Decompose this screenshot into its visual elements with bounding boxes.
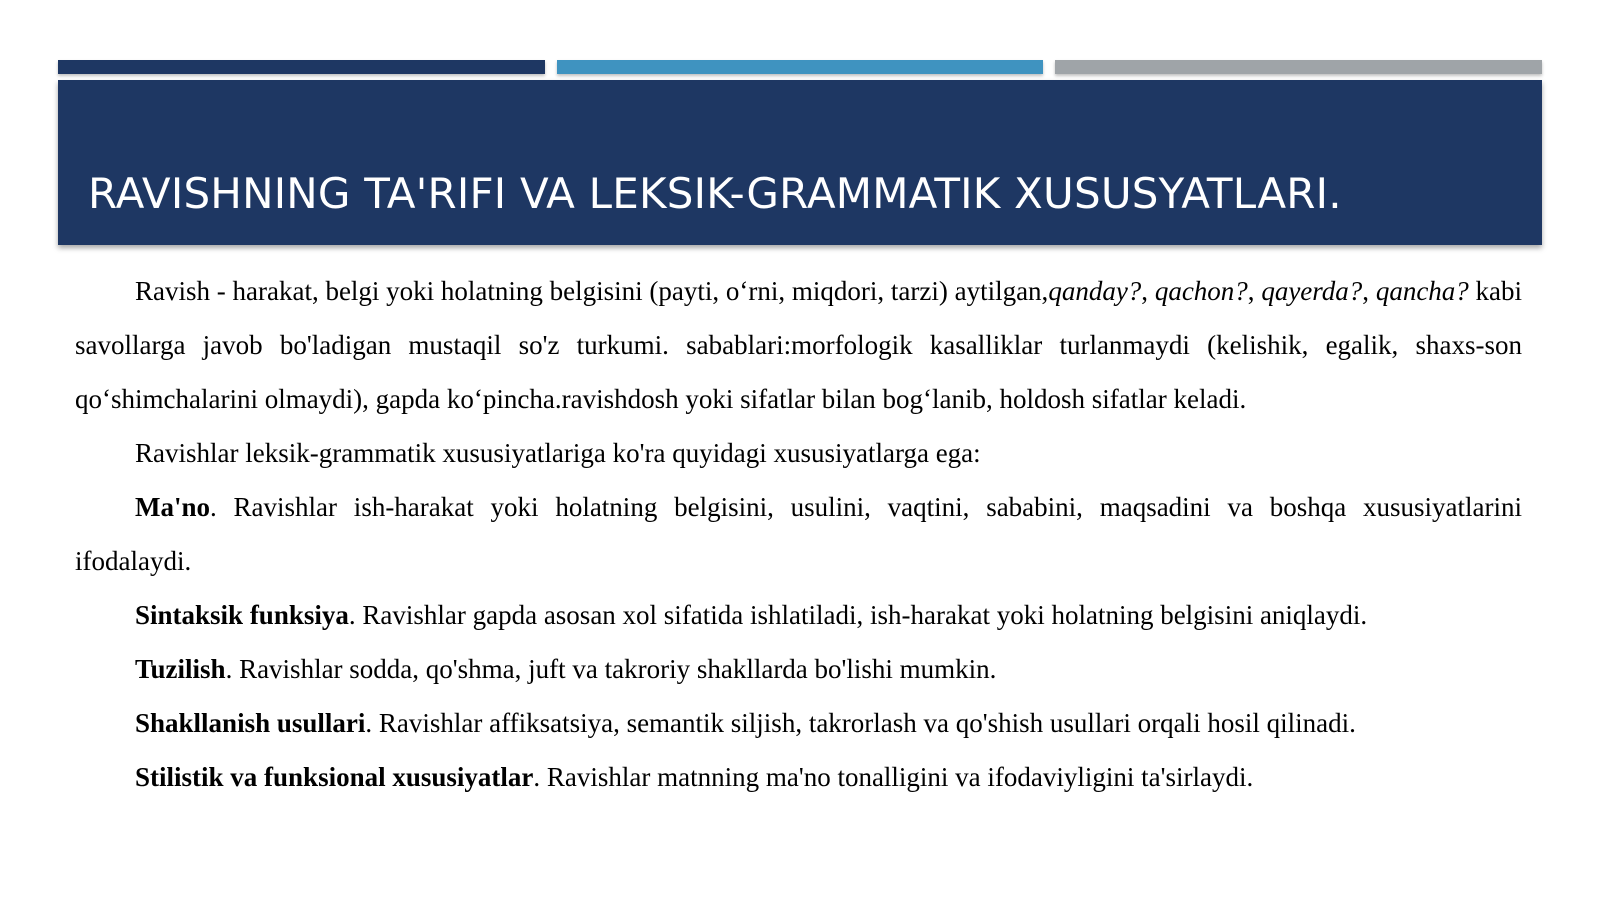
accent-bar-gray [1055, 60, 1542, 74]
feature-term: Ma'no [135, 492, 211, 522]
feature-paragraph [75, 480, 1522, 588]
intro-paragraph: Ravishlar leksik-grammatik xususiyatlariga ko'ra quyidagi xususiyatlarga ega: [135, 438, 981, 468]
feature-text: . Ravishlar gapda asosan xol sifatida ishlatiladi, ish-harakat yoki holatning belgisini aniqlaydi. [348, 600, 1368, 630]
question-qanday: qanday? [1048, 276, 1142, 306]
slide-body [75, 264, 1522, 804]
separator: , [1141, 276, 1155, 306]
feature-text: . Ravishlar ish-harakat yoki holatning belgisini, usulini, vaqtini, sababini, maqsadini va boshqa xususiyatlarini ifodalaydi. [75, 492, 1522, 576]
question-qayerda: qayerda? [1261, 276, 1363, 306]
slide-title: RAVISHNING TA'RIFI VA LEKSIK-GRAMMATIK XUSUSYATLARI. [88, 169, 1342, 218]
feature-text: . Ravishlar matnning ma'no tonalligini va ifodaviyligini ta'sirlaydi. [533, 762, 1254, 792]
question-qancha: qancha? [1375, 276, 1469, 306]
question-qachon: qachon? [1154, 276, 1248, 306]
feature-paragraph [75, 750, 1522, 804]
accent-bar-blue [557, 60, 1043, 74]
feature-term: Shakllanish usullari [135, 708, 366, 738]
feature-paragraph [75, 588, 1522, 642]
feature-text: . Ravishlar sodda, qo'shma, juft va takroriy shakllarda bo'lishi mumkin. [225, 654, 997, 684]
definition-text: Ravish - harakat, belgi yoki holatning belgisini (payti, o‘rni, miqdori, tarzi) aytilgan, [135, 276, 1049, 306]
feature-term: Stilistik va funksional xususiyatlar [135, 762, 534, 792]
feature-term: Sintaksik funksiya [135, 600, 349, 630]
separator: , [1362, 276, 1376, 306]
definition-text-continued: kabi savollarga javob bo'ladigan mustaqil so'z turkumi. sabablari:morfologik kasalliklar turlanmaydi (kelishik, egalik, shaxs-son qo‘shimchalarini olmaydi), gapda ko‘pincha.ravishdosh yoki sifatlar bilan bog‘lanib, holdosh sifatlar keladi. [75, 276, 1523, 414]
feature-term: Tuzilish [135, 654, 226, 684]
feature-paragraph [75, 642, 1522, 696]
separator: , [1247, 276, 1262, 306]
feature-paragraph [75, 696, 1522, 750]
feature-text: . Ravishlar affiksatsiya, semantik siljish, takrorlash va qo'shish usullari orqali hosil qilinadi. [365, 708, 1356, 738]
accent-bar-dark [58, 60, 545, 74]
definition-paragraph [75, 264, 1522, 426]
